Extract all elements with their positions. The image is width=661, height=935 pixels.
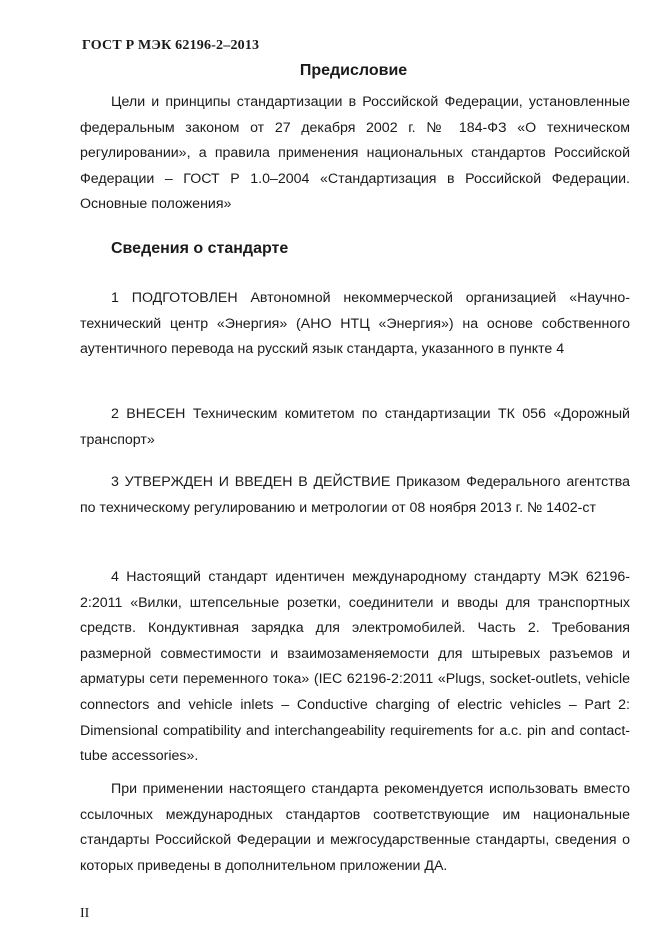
info-item-2: 2 ВНЕСЕН Техническим комитетом по стандартизации ТК 056 «Дорожный транспорт»: [80, 406, 630, 448]
document-header: ГОСТ Р МЭК 62196-2–2013: [82, 38, 260, 53]
section-title: Сведения о стандарте: [111, 240, 289, 257]
info-item-3: 3 УТВЕРЖДЕН И ВВЕДЕН В ДЕЙСТВИЕ Приказом Федерального агентства по техническому регулированию и метрологии от 08 ноября 2013 г. № 1402-ст: [80, 474, 630, 516]
usage-note-paragraph: При применении настоящего стандарта рекомендуется использовать вместо ссылочных международных стандартов соответствующие им национальные стандарты Российской Федерации и межгосударственные стандарты, сведения о которых приведены в дополнительном приложении ДА.: [80, 781, 630, 874]
page-title: Предисловие: [299, 62, 408, 79]
info-item-4: 4 Настоящий стандарт идентичен международному стандарту МЭК 62196-2:2011 «Вилки, штепсельные розетки, соединители и вводы для транспортных средств. Кондуктивная зарядка для электромобилей. Часть 2. Требования размерной совместимости и взаимозаменяемости для штыревых разъемов и арматуры сети переменного тока» (IEC 62196-2:2011 «Plugs, socket-outlets, vehicle connectors and vehicle inlets – Conductive charging of electric vehicles – Part 2: Dimensional compatibility and interchangeability requirements for a.c. pin and contact-tube accessories».: [80, 569, 630, 765]
info-item-1: 1 ПОДГОТОВЛЕН Автономной некоммерческой организацией «Научно-технический центр «Энергия» (АНО НТЦ «Энергия») на основе собственного аутентичного перевода на русский язык стандарта, указанного в пункте 4: [80, 290, 630, 358]
preface-paragraph: Цели и принципы стандартизации в Российской Федерации, установленные федеральным законом от 27 декабря 2002 г. № 184-ФЗ «О техническом регулировании», а правила применения национальных стандартов Российской Федерации – ГОСТ Р 1.0–2004 «Стандартизация в Российской Федерации. Основные положения»: [80, 94, 630, 213]
page-number: II: [80, 906, 90, 921]
